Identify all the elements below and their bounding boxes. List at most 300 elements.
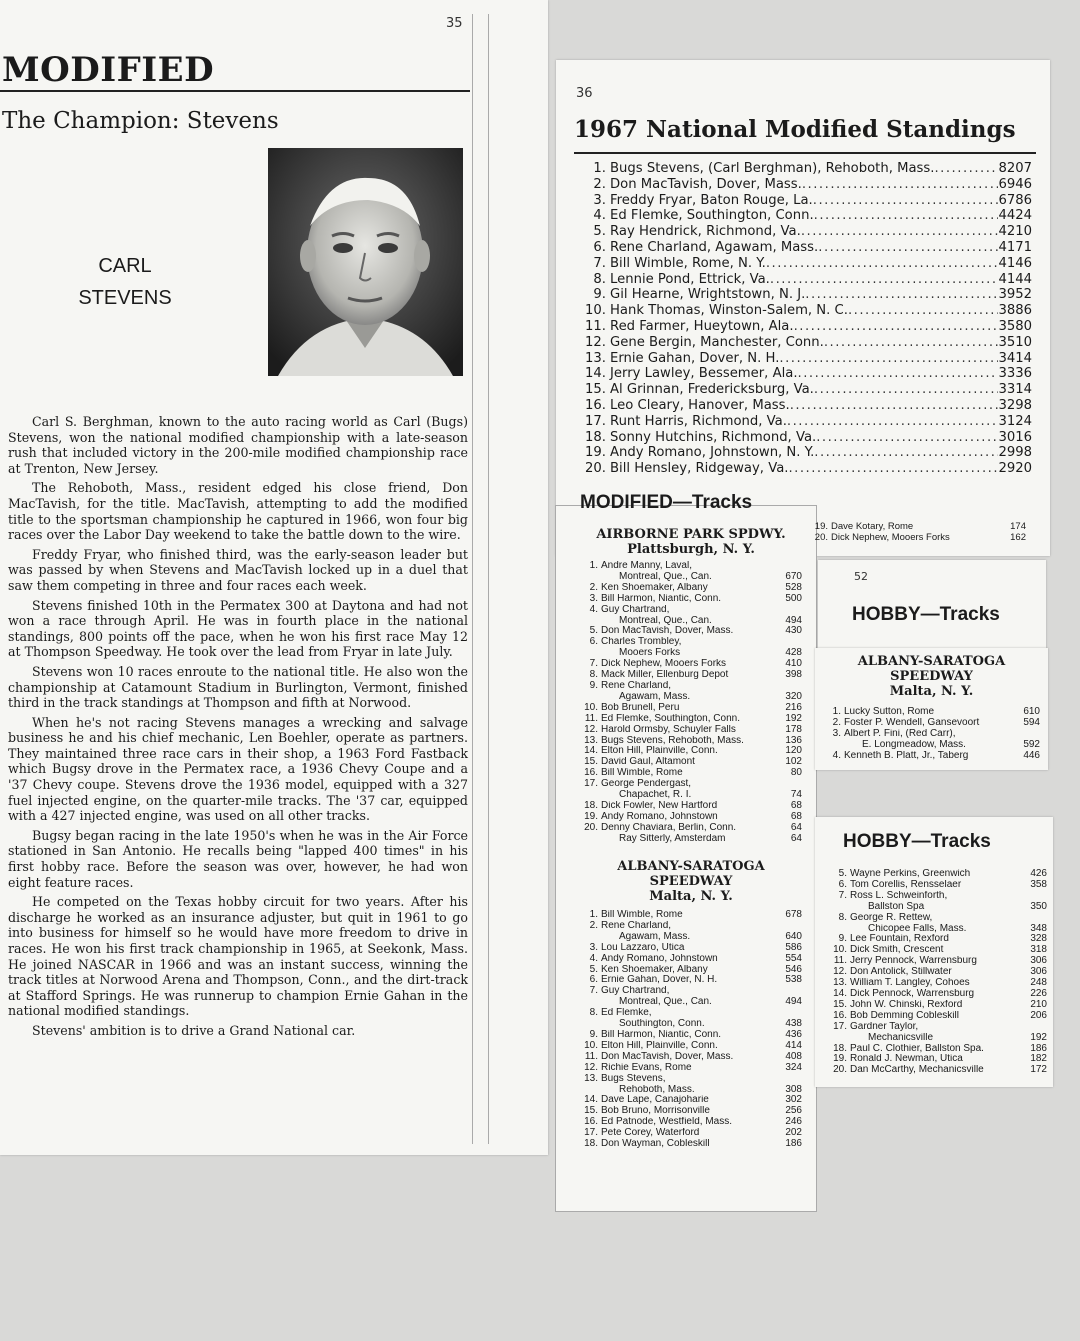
rank: 18. (584, 1138, 598, 1150)
driver-name: Bob Brunell, Peru (601, 702, 680, 713)
standing-row (829, 956, 1047, 967)
rank: 5. (589, 625, 598, 637)
points (1045, 913, 1047, 924)
rank: 1. (589, 909, 598, 920)
rank: 8. (589, 669, 598, 681)
leader-dots (788, 461, 998, 477)
standing-row (578, 366, 1032, 382)
article-paragraph: When he's not racing Stevens manages a wrecking and salvage business he and his chief mechanic, Len Boehler, operate as partners. They maintained three race cars in their shop, a 1963 Ford Fastback which Bugsy drove in the Permatex race, a 1936 Chevy Coupe and a '37 Chevy coupe. Stevens drove the 1936 model, equipped with a 327 fuel injected engine, on the quarter-mile tracks. The '37 car, equipped with a 427 injected engine, was used on all other tracks. (8, 714, 468, 824)
article-paragraph: Freddy Fryar, who finished third, was the early-season leader but was passed by when Stevens and MacTavish locked up in a duel that saw them competing in three and four races each week. (8, 546, 468, 593)
rank: 7. (589, 985, 598, 997)
article-title: The Champion: Stevens (2, 108, 279, 134)
page-number: 35 (446, 16, 463, 31)
standing-row (829, 1033, 1047, 1044)
points: 414 (785, 1039, 802, 1051)
driver-name: Bill Wimble, Rome (601, 768, 683, 779)
rank: 15. (584, 1105, 598, 1117)
driver-name: Richie Evans, Rome (601, 1062, 692, 1073)
rank: 20. (584, 821, 598, 833)
points: 438 (785, 1018, 802, 1030)
standing-row (580, 703, 802, 714)
points: 328 (1030, 933, 1047, 945)
hobby-standings-list (815, 707, 1048, 762)
points: 120 (785, 745, 802, 757)
portrait-illustration (268, 148, 463, 376)
article-paragraph: Stevens' ambition is to drive a Grand National car. (32, 1022, 356, 1038)
rank: 17. (833, 1020, 847, 1032)
standings-continuation (810, 522, 1026, 558)
section-title: MODIFIED (2, 50, 215, 90)
points (800, 1074, 802, 1085)
points: 102 (785, 756, 802, 768)
rank: 16. (833, 1009, 847, 1021)
standing-row (580, 561, 802, 572)
standing-row (578, 224, 1032, 240)
standing-row (578, 335, 1032, 351)
rank: 14. (584, 1094, 598, 1106)
standing-row (829, 891, 1047, 902)
points: 494 (785, 996, 802, 1008)
points: 3298 (998, 397, 1032, 413)
rank: 16. (585, 397, 606, 413)
driver-name: David Gaul, Altamont (601, 757, 695, 768)
rank: 7. (593, 255, 606, 271)
standing-row (580, 1041, 802, 1052)
points: 192 (1030, 1031, 1047, 1043)
points: 256 (785, 1105, 802, 1117)
leader-dots (779, 351, 998, 367)
rank: 14. (584, 745, 598, 757)
leader-dots (824, 335, 999, 351)
driver-name: Denny Chaviara, Berlin, Conn. (601, 822, 737, 833)
standing-row (823, 729, 1040, 740)
standing-row (580, 736, 802, 747)
standing-row (578, 177, 1032, 193)
points: 306 (1030, 966, 1047, 978)
leader-dots (798, 366, 999, 382)
rank: 15. (584, 756, 598, 768)
track-location: Malta, N. Y. (649, 889, 733, 904)
leader-dots (814, 382, 999, 398)
leader-dots (814, 208, 999, 224)
hobby-standings-list (829, 869, 1047, 1076)
points: 546 (785, 963, 802, 975)
portrait-photo (268, 148, 463, 376)
rank: 19. (814, 522, 828, 532)
rank: 8. (838, 911, 847, 923)
driver-name: Ken Shoemaker, Albany (601, 582, 708, 593)
standing-row (580, 1008, 802, 1019)
standing-row (580, 975, 802, 986)
driver-name: Elton Hill, Plainville, Conn. (601, 1040, 718, 1051)
rank: 6. (838, 878, 847, 890)
leader-dots (813, 193, 999, 209)
airborne-park-section (580, 525, 802, 855)
points: 248 (1030, 977, 1047, 989)
standing-row (580, 943, 802, 954)
driver-name: Bill Hensley, Ridgeway, Va. (610, 461, 789, 477)
article-paragraph: He competed on the Texas hobby circuit for two years. After his discharge he worked as an insurance adjuster, but quit in 1961 to go into business for himself so he would have more freedom to drive in races. He won his first track championship in 1965, at Seekonk, Mass. He joined NASCAR in 1966 and was an instant success, winning the track titles at Norwood Arena and Thompson, Conn., and the dirt-track at Stafford Springs. He was runnerup to champion Ernie Gahan in the national modified standings. (8, 894, 468, 1019)
driver-name: Ken Shoemaker, Albany (601, 964, 708, 975)
standing-row (810, 533, 1026, 544)
standing-row (829, 1022, 1047, 1033)
points: 3414 (998, 350, 1032, 366)
points: 246 (785, 1116, 802, 1128)
driver-name: Andre Manny, Laval, (601, 561, 692, 571)
standing-row (578, 351, 1032, 367)
points: 206 (1030, 1009, 1047, 1021)
article-paragraph: Stevens won 10 races enroute to the national title. He also won the championship at Catamount Stadium in Burlington, Vermont, finished third in the track standings at Thompson and fifth at Norwood. (8, 663, 468, 711)
standing-row (823, 718, 1040, 729)
driver-name: Red Farmer, Hueytown, Ala. (610, 318, 794, 334)
rank: 20. (833, 1064, 847, 1076)
points: 446 (1023, 749, 1040, 761)
points: 320 (785, 690, 802, 702)
driver-name: Rene Charland, (601, 680, 672, 691)
points: 178 (785, 723, 802, 735)
standing-row (578, 445, 1032, 461)
points: 318 (1030, 944, 1047, 956)
driver-name: Harold Ormsby, Schuyler Falls (601, 724, 736, 735)
standing-row (829, 902, 1047, 913)
driver-name: Sonny Hutchins, Richmond, Va. (610, 429, 817, 445)
standing-row (578, 256, 1032, 272)
standing-row (578, 193, 1032, 209)
points: 216 (785, 701, 802, 713)
driver-name: Mechanicsville (868, 1032, 934, 1043)
standing-row (810, 522, 1026, 533)
points: 3886 (998, 303, 1032, 319)
points: 3336 (998, 366, 1032, 382)
caption-first-name: CARL (98, 255, 152, 277)
points: 6786 (998, 192, 1032, 208)
rank: 13. (585, 350, 606, 366)
points: 348 (1030, 922, 1047, 934)
points (800, 605, 802, 616)
points: 398 (785, 669, 802, 681)
rank: 20. (585, 461, 606, 477)
track-name: AIRBORNE PARK SPDWY. (596, 527, 786, 542)
standing-row (580, 637, 802, 648)
rank: 17. (584, 778, 598, 790)
standing-row (829, 1011, 1047, 1022)
points: 358 (1030, 878, 1047, 890)
driver-name: Bill Wimble, Rome (601, 910, 683, 920)
standing-row (580, 932, 802, 943)
points: 182 (1030, 1053, 1047, 1065)
standing-row (578, 319, 1032, 335)
standing-row (580, 681, 802, 692)
leader-dots (814, 445, 998, 461)
points: 3314 (998, 382, 1032, 398)
points: 136 (785, 734, 802, 746)
driver-name: Don MacTavish, Dover, Mass. (601, 626, 734, 637)
leader-dots (818, 240, 998, 256)
standing-row (580, 954, 802, 965)
rank: 17. (585, 413, 606, 429)
fold-line (472, 14, 473, 1144)
driver-name: Dick Nephew, Mooers Forks (831, 532, 950, 543)
leader-dots (770, 272, 999, 288)
rank: 10. (585, 303, 606, 319)
rank: 9. (593, 287, 606, 303)
rank: 4. (832, 749, 841, 761)
standings-clipping (556, 60, 1050, 556)
rank: 1. (832, 706, 841, 717)
points: 324 (785, 1061, 802, 1073)
driver-name: Leo Cleary, Hanover, Mass. (610, 397, 790, 413)
standing-row (580, 583, 802, 594)
driver-name: Ronald J. Newman, Utica (850, 1054, 963, 1065)
driver-name: Ross L. Schweinforth, (850, 890, 948, 901)
driver-name: Lucky Sutton, Rome (844, 707, 935, 717)
article-paragraph: Carl S. Berghman, known to the auto racing world as Carl (Bugs) Stevens, won the national modified championship with a late-season rush that included victory in the 200-mile modified championship race at Trenton, New Jersey. (8, 414, 468, 476)
rank: 9. (589, 1028, 598, 1040)
points: 594 (1023, 716, 1040, 728)
track-name: ALBANY-SARATOGA SPEEDWAY (617, 859, 765, 889)
points: 592 (1023, 738, 1040, 750)
driver-name: Dick Fowler, New Hartford (601, 800, 718, 811)
rank (580, 834, 601, 845)
points: 186 (1030, 1042, 1047, 1054)
standing-row (580, 801, 802, 812)
driver-name: Freddy Fryar, Baton Rouge, La. (610, 192, 813, 208)
driver-name: Elton Hill, Plainville, Conn. (601, 746, 718, 757)
standing-row (580, 692, 802, 703)
driver-name: Runt Harris, Richmond, Va. (610, 413, 787, 429)
driver-name: Jerry Lawley, Bessemer, Ala. (610, 366, 798, 382)
rank (829, 902, 850, 913)
driver-name: Bill Wimble, Rome, N. Y. (610, 255, 766, 271)
rank: 5. (838, 868, 847, 879)
rank: 11. (585, 318, 606, 334)
driver-name: Bill Harmon, Niantic, Conn. (601, 1029, 722, 1040)
standing-row (580, 1063, 802, 1074)
rank: 1. (593, 161, 606, 176)
points: 174 (1010, 522, 1026, 532)
standing-row (580, 1139, 802, 1150)
driver-name: Agawam, Mass. (619, 931, 691, 942)
driver-name: Al Grinnan, Fredericksburg, Va. (610, 382, 814, 398)
standing-row (578, 287, 1032, 303)
article-paragraph: Bugsy began racing in the late 1950's when he was in the Air Force stationed in San Antonio. He recalls being "lapped 400 times" in his first hobby race. Before the season was over, however, he had won eight feature races. (8, 827, 468, 890)
standing-row (829, 924, 1047, 935)
rank: 4. (589, 603, 598, 615)
driver-name: Agawam, Mass. (619, 691, 691, 702)
article-paragraph: Stevens finished 10th in the Permatex 300 at Daytona and had not won a race through April. He was in fourth place in the national standings, 800 points off the pace, when he won his first race May 12 at Thompson Speedway. He took over the lead from Fryar in late July. (8, 597, 468, 660)
standing-row (580, 725, 802, 736)
points: 538 (785, 974, 802, 986)
standing-row (578, 240, 1032, 256)
points: 4171 (998, 239, 1032, 255)
points: 226 (1030, 987, 1047, 999)
driver-name: Andy Romano, Johnstown (601, 811, 718, 822)
points: 3952 (998, 287, 1032, 303)
points: 640 (785, 930, 802, 942)
standing-row (580, 648, 802, 659)
leader-dots (766, 256, 999, 272)
leader-dots (790, 398, 999, 414)
rank: 7. (589, 658, 598, 670)
rank: 4. (589, 952, 598, 964)
driver-name: Andy Romano, Johnstown, N. Y. (610, 445, 815, 461)
driver-name: Jerry Pennock, Warrensburg (850, 956, 977, 967)
standing-row (580, 986, 802, 997)
rank: 3. (832, 727, 841, 739)
driver-name: Ed Flemke, Southington, Conn. (601, 713, 740, 724)
points: 4424 (998, 208, 1032, 224)
standing-row (823, 707, 1040, 718)
driver-name: Montreal, Que., Can. (619, 615, 712, 626)
track-name: ALBANY-SARATOGA SPEEDWAY (857, 654, 1006, 684)
rank: 18. (585, 429, 606, 445)
driver-name: Don Wayman, Cobleskill (601, 1139, 710, 1150)
leader-dots (794, 319, 999, 335)
driver-name: Bugs Stevens, Rehoboth, Mass. (601, 735, 744, 746)
standing-row (580, 1030, 802, 1041)
rank: 12. (833, 966, 847, 978)
driver-name: Dick Pennock, Warrensburg (850, 988, 975, 999)
points: 64 (790, 821, 802, 833)
driver-name: Rene Charland, (601, 920, 672, 931)
points: 74 (790, 789, 802, 801)
points: 3510 (998, 334, 1032, 350)
rank: 17. (584, 1127, 598, 1139)
driver-name: John W. Chinski, Rexford (850, 999, 963, 1010)
standing-row (578, 208, 1032, 224)
rank: 6. (593, 239, 606, 255)
standing-row (580, 626, 802, 637)
rank: 12. (584, 1061, 598, 1073)
driver-name: Gil Hearne, Wrightstown, N. J. (610, 287, 806, 303)
standing-row (580, 1128, 802, 1139)
standing-row (829, 1000, 1047, 1011)
points: 3124 (998, 413, 1032, 429)
points: 80 (790, 767, 802, 779)
driver-name: Gardner Taylor, (850, 1021, 919, 1032)
modified-tracks-heading: MODIFIED—Tracks (580, 492, 753, 513)
standing-row (829, 978, 1047, 989)
rank (829, 1033, 850, 1044)
standing-row (829, 1065, 1047, 1076)
standing-row (580, 1074, 802, 1085)
driver-name: Montreal, Que., Can. (619, 571, 712, 582)
points: 428 (785, 647, 802, 659)
points: 2920 (998, 461, 1032, 477)
points: 302 (785, 1094, 802, 1106)
standing-row (580, 1019, 802, 1030)
driver-name: Guy Chartrand, (601, 604, 670, 615)
rank: 4. (593, 208, 606, 224)
standing-row (580, 1106, 802, 1117)
leader-dots (816, 430, 998, 446)
hobby-tracks-title: HOBBY—Tracks (843, 831, 991, 852)
driver-name: Ed Flemke, (601, 1008, 652, 1019)
standing-row (580, 823, 802, 834)
driver-name: E. Longmeadow, Mass. (862, 739, 966, 750)
points: 610 (1023, 706, 1040, 717)
rank: 3. (589, 592, 598, 604)
rank: 5. (593, 224, 606, 240)
leader-dots (787, 414, 999, 430)
standing-row (580, 670, 802, 681)
standing-row (829, 989, 1047, 1000)
standing-row (829, 945, 1047, 956)
hobby-tracks-clipping (818, 560, 1046, 648)
rank: 8. (593, 271, 606, 287)
points: 586 (785, 941, 802, 953)
standings-title: 1967 National Modified Standings (574, 116, 1016, 143)
driver-name: Pete Corey, Waterford (601, 1128, 700, 1139)
points: 430 (785, 625, 802, 637)
driver-name: Lennie Pond, Ettrick, Va. (610, 271, 770, 287)
page-number: 36 (576, 86, 593, 101)
points: 68 (790, 810, 802, 822)
driver-name: Charles Trombley, (601, 637, 682, 648)
driver-name: Chicopee Falls, Mass. (868, 923, 967, 934)
driver-name: Ballston Spa (868, 901, 925, 912)
driver-name: Don Antolick, Stillwater (850, 967, 952, 978)
rank: 19. (584, 810, 598, 822)
driver-name: Hank Thomas, Winston-Salem, N. C. (610, 303, 848, 319)
standing-row (580, 834, 802, 845)
rank: 18. (833, 1042, 847, 1054)
driver-name: George Pendergast, (601, 779, 692, 790)
leader-dots (802, 177, 999, 193)
points: 2998 (998, 445, 1032, 461)
points: 436 (785, 1028, 802, 1040)
points: 408 (785, 1050, 802, 1062)
standing-row (829, 1044, 1047, 1055)
points: 500 (785, 592, 802, 604)
driver-name: Tom Corellis, Rensselaer (850, 879, 962, 890)
standing-row (580, 779, 802, 790)
track-location: Plattsburgh, N. Y. (627, 542, 755, 557)
driver-name: Dave Lape, Canajoharie (601, 1095, 709, 1106)
fold-line (488, 14, 489, 1144)
standing-row (580, 616, 802, 627)
rank: 13. (833, 977, 847, 989)
points: 68 (790, 799, 802, 811)
points: 554 (785, 952, 802, 964)
driver-name: Bugs Stevens, (Carl Berghman), Rehoboth, Mass. (610, 161, 935, 176)
points: 192 (785, 712, 802, 724)
standing-row (578, 430, 1032, 446)
standing-row (580, 605, 802, 616)
standing-row (823, 740, 1040, 751)
article-clipping (0, 0, 548, 1155)
points: 306 (1030, 955, 1047, 967)
driver-name: Ray Hendrick, Richmond, Va. (610, 224, 801, 240)
leader-dots (934, 161, 998, 177)
driver-name: Paul C. Clothier, Ballston Spa. (850, 1043, 984, 1054)
rank: 13. (584, 734, 598, 746)
standings-list (578, 161, 1032, 477)
albany-standings-list (580, 910, 802, 1150)
rank: 3. (589, 941, 598, 953)
driver-name: Bob Demming Cobleskill (850, 1010, 959, 1021)
standing-row (578, 414, 1032, 430)
rank: 19. (585, 445, 606, 461)
standing-row (578, 382, 1032, 398)
driver-name: Ernie Gahan, Dover, N. H. (601, 975, 718, 986)
driver-name: Mack Miller, Ellenburg Depot (601, 670, 729, 681)
standing-row (829, 869, 1047, 880)
rank: 15. (585, 382, 606, 398)
driver-name: Bill Harmon, Niantic, Conn. (601, 593, 722, 604)
rank: 3. (593, 192, 606, 208)
driver-name: Don MacTavish, Dover, Mass. (610, 176, 802, 192)
